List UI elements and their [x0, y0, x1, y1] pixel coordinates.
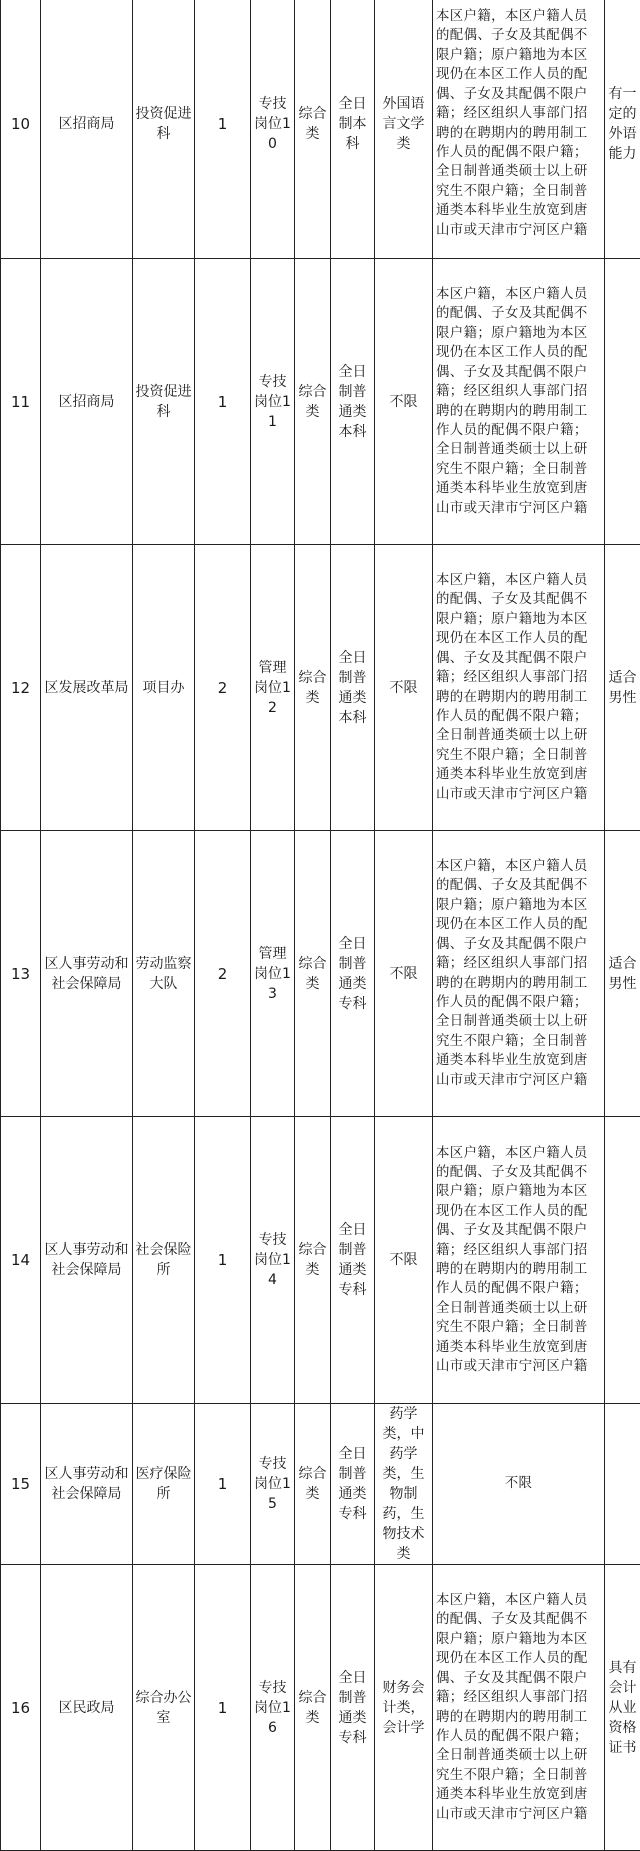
- position-code-cell: 专技岗位16: [251, 1565, 295, 1851]
- row-number: 15: [1, 1404, 41, 1565]
- major-cell: 不限: [375, 259, 433, 545]
- position-code-cell: 专技岗位14: [251, 1117, 295, 1404]
- major-cell: 不限: [375, 545, 433, 831]
- category-cell: 综合类: [295, 259, 331, 545]
- unit-cell: 投资促进科: [133, 0, 195, 259]
- condition-cell: 本区户籍，本区户籍人员的配偶、子女及其配偶不限户籍；原户籍地为本区现仍在本区工作人员的配偶、子女及其配偶不限户籍；经区组织人事部门招聘的在聘期内的聘用制工作人员的配偶不限户籍；全日制普通类硕士以上研究生不限户籍；全日制普通类本科毕业生放宽到唐山市或天津市宁河区户籍: [433, 0, 605, 259]
- major-cell: 不限: [375, 831, 433, 1117]
- headcount-cell: 1: [195, 0, 251, 259]
- note-cell: [605, 259, 640, 545]
- major-cell: 财务会计类，会计学: [375, 1565, 433, 1851]
- category-cell: 综合类: [295, 831, 331, 1117]
- unit-cell: 劳动监察大队: [133, 831, 195, 1117]
- education-cell: 全日制普通类专科: [331, 1404, 375, 1565]
- category-cell: 综合类: [295, 545, 331, 831]
- note-cell: 具有会计从业资格证书: [605, 1565, 640, 1851]
- note-cell: [605, 1404, 640, 1565]
- position-code-cell: 专技岗位15: [251, 1404, 295, 1565]
- table-row: [1, 1404, 640, 1565]
- condition-cell: 本区户籍，本区户籍人员的配偶、子女及其配偶不限户籍；原户籍地为本区现仍在本区工作人员的配偶、子女及其配偶不限户籍；经区组织人事部门招聘的在聘期内的聘用制工作人员的配偶不限户籍；全日制普通类硕士以上研究生不限户籍；全日制普通类本科毕业生放宽到唐山市或天津市宁河区户籍: [433, 831, 605, 1117]
- headcount-cell: 1: [195, 1404, 251, 1565]
- unit-cell: 项目办: [133, 545, 195, 831]
- headcount-cell: 2: [195, 545, 251, 831]
- note-cell: [605, 1117, 640, 1404]
- row-number: 12: [1, 545, 41, 831]
- table-row: [1, 1565, 640, 1851]
- position-code-cell: 专技岗位11: [251, 259, 295, 545]
- headcount-cell: 2: [195, 831, 251, 1117]
- row-number: 14: [1, 1117, 41, 1404]
- table-row: [1, 0, 640, 259]
- department-cell: 区人事劳动和社会保障局: [41, 1404, 133, 1565]
- note-cell: 有一定的外语能力: [605, 0, 640, 259]
- category-cell: 综合类: [295, 1117, 331, 1404]
- department-cell: 区人事劳动和社会保障局: [41, 831, 133, 1117]
- note-cell: 适合男性: [605, 545, 640, 831]
- condition-cell: 本区户籍，本区户籍人员的配偶、子女及其配偶不限户籍；原户籍地为本区现仍在本区工作人员的配偶、子女及其配偶不限户籍；经区组织人事部门招聘的在聘期内的聘用制工作人员的配偶不限户籍；全日制普通类硕士以上研究生不限户籍；全日制普通类本科毕业生放宽到唐山市或天津市宁河区户籍: [433, 1117, 605, 1404]
- unit-cell: 综合办公室: [133, 1565, 195, 1851]
- row-number: 16: [1, 1565, 41, 1851]
- condition-cell: 本区户籍，本区户籍人员的配偶、子女及其配偶不限户籍；原户籍地为本区现仍在本区工作人员的配偶、子女及其配偶不限户籍；经区组织人事部门招聘的在聘期内的聘用制工作人员的配偶不限户籍；全日制普通类硕士以上研究生不限户籍；全日制普通类本科毕业生放宽到唐山市或天津市宁河区户籍: [433, 545, 605, 831]
- category-cell: 综合类: [295, 0, 331, 259]
- table-row: [1, 545, 640, 831]
- table-row: [1, 259, 640, 545]
- table-row: [1, 1117, 640, 1404]
- major-cell: 外国语言文学类: [375, 0, 433, 259]
- education-cell: 全日制本科: [331, 0, 375, 259]
- position-code-cell: 专技岗位10: [251, 0, 295, 259]
- category-cell: 综合类: [295, 1404, 331, 1565]
- condition-cell: 本区户籍，本区户籍人员的配偶、子女及其配偶不限户籍；原户籍地为本区现仍在本区工作人员的配偶、子女及其配偶不限户籍；经区组织人事部门招聘的在聘期内的聘用制工作人员的配偶不限户籍；全日制普通类硕士以上研究生不限户籍；全日制普通类本科毕业生放宽到唐山市或天津市宁河区户籍: [433, 1565, 605, 1851]
- condition-cell: 本区户籍，本区户籍人员的配偶、子女及其配偶不限户籍；原户籍地为本区现仍在本区工作人员的配偶、子女及其配偶不限户籍；经区组织人事部门招聘的在聘期内的聘用制工作人员的配偶不限户籍；全日制普通类硕士以上研究生不限户籍；全日制普通类本科毕业生放宽到唐山市或天津市宁河区户籍: [433, 259, 605, 545]
- unit-cell: 投资促进科: [133, 259, 195, 545]
- education-cell: 全日制普通类专科: [331, 1565, 375, 1851]
- major-cell: 不限: [375, 1117, 433, 1404]
- headcount-cell: 1: [195, 1117, 251, 1404]
- department-cell: 区民政局: [41, 1565, 133, 1851]
- education-cell: 全日制普通类专科: [331, 831, 375, 1117]
- row-number: 10: [1, 0, 41, 259]
- row-number: 11: [1, 259, 41, 545]
- unit-cell: 社会保险所: [133, 1117, 195, 1404]
- condition-cell: 不限: [433, 1404, 605, 1565]
- position-code-cell: 管理岗位12: [251, 545, 295, 831]
- category-cell: 综合类: [295, 1565, 331, 1851]
- education-cell: 全日制普通类本科: [331, 259, 375, 545]
- major-cell: 药学类，中药学类，生物制药，生物技术类: [375, 1404, 433, 1565]
- education-cell: 全日制普通类专科: [331, 1117, 375, 1404]
- department-cell: 区招商局: [41, 259, 133, 545]
- education-cell: 全日制普通类本科: [331, 545, 375, 831]
- unit-cell: 医疗保险所: [133, 1404, 195, 1565]
- headcount-cell: 1: [195, 259, 251, 545]
- department-cell: 区发展改革局: [41, 545, 133, 831]
- headcount-cell: 1: [195, 1565, 251, 1851]
- department-cell: 区人事劳动和社会保障局: [41, 1117, 133, 1404]
- row-number: 13: [1, 831, 41, 1117]
- table-row: [1, 831, 640, 1117]
- department-cell: 区招商局: [41, 0, 133, 259]
- position-code-cell: 管理岗位13: [251, 831, 295, 1117]
- note-cell: 适合男性: [605, 831, 640, 1117]
